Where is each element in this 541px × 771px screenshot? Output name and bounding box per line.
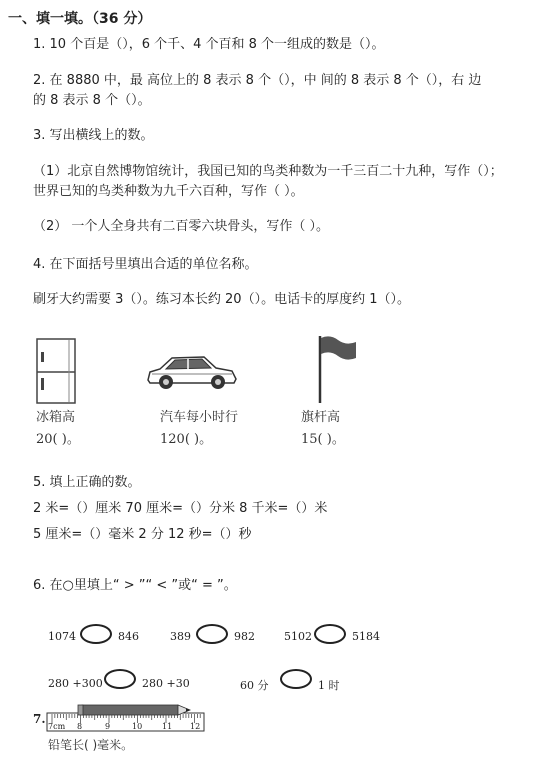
picture-blank-refrigerator: 20( )。 xyxy=(36,432,80,447)
question-4: 4. 在下面括号里填出合适的单位名称。 xyxy=(33,257,258,272)
ruler-tick-label: 11 xyxy=(162,722,173,731)
question-3-1-line-1: （1）北京自然博物馆统计，我国已知的鸟类种数为一千三百二十九种，写作（）； xyxy=(33,164,503,179)
refrigerator-image xyxy=(36,338,76,404)
question-5-line-2: 5 厘米=（）毫米 2 分 12 秒=（）秒 xyxy=(33,527,252,542)
picture-label-flagpole: 旗杆高 xyxy=(301,410,341,425)
question-2-line-1: 2. 在 8880 中，最 高位上的 8 表示 8 个（），中 间的 8 表示 8 个（），右 边 xyxy=(33,73,482,88)
compare-right: 5184 xyxy=(352,630,380,643)
picture-blank-flagpole: 15( )。 xyxy=(301,432,345,447)
ruler-tick-label: 8 xyxy=(77,722,83,731)
question-7-answer: 铅笔长( )毫米。 xyxy=(48,738,134,752)
compare-circle[interactable] xyxy=(104,669,136,689)
compare-left: 1074 xyxy=(48,630,76,643)
question-1: 1. 10 个百是（），6 个千、4 个百和 8 个一组成的数是（）。 xyxy=(33,37,385,52)
compare-circle[interactable] xyxy=(314,624,346,644)
ruler-tick-label: 10 xyxy=(132,722,143,731)
question-4-line: 刷牙大约需要 3（）。练习本长约 20（）。电话卡的厚度约 1（）。 xyxy=(33,292,410,307)
picture-label-refrigerator: 冰箱高 xyxy=(36,410,76,425)
question-3-1-line-2: 世界已知的鸟类种数为九千六百种，写作（ ）。 xyxy=(33,184,304,199)
question-5-line-1: 2 米=（）厘米 70 厘米=（）分米 8 千米=（）米 xyxy=(33,501,328,516)
compare-left: 389 xyxy=(170,630,191,643)
ruler-tick-label: 12 xyxy=(190,722,201,731)
question-5: 5. 填上正确的数。 xyxy=(33,475,141,490)
car-image xyxy=(146,352,238,392)
question-2-line-2: 的 8 表示 8 个（）。 xyxy=(33,93,151,108)
flagpole-image xyxy=(316,332,358,404)
compare-right: 280 +30 xyxy=(142,677,190,690)
compare-left: 5102 xyxy=(284,630,312,643)
question-3: 3. 写出横线上的数。 xyxy=(33,128,154,143)
compare-circle[interactable] xyxy=(280,669,312,689)
compare-circle[interactable] xyxy=(196,624,228,644)
question-6: 6. 在○里填上“ > ”“ < ”或“ = ”。 xyxy=(33,578,237,593)
compare-left: 60 分 xyxy=(240,679,269,692)
compare-right: 846 xyxy=(118,630,139,643)
compare-circle[interactable] xyxy=(80,624,112,644)
question-7-label: 7. xyxy=(33,712,46,726)
section-title: 一、填一填。（36 分） xyxy=(8,11,152,27)
compare-left: 280 +300 xyxy=(48,677,103,690)
ruler-tick-label: 9 xyxy=(105,722,111,731)
ruler-tick-label: 7cm xyxy=(48,722,66,731)
question-3-2: （2） 一个人全身共有二百零六块骨头，写作（ ）。 xyxy=(33,219,330,234)
compare-right: 982 xyxy=(234,630,255,643)
picture-label-car: 汽车每小时行 xyxy=(160,410,239,425)
ruler-image xyxy=(46,704,206,732)
picture-blank-car: 120( )。 xyxy=(160,432,213,447)
compare-right: 1 时 xyxy=(318,679,340,692)
